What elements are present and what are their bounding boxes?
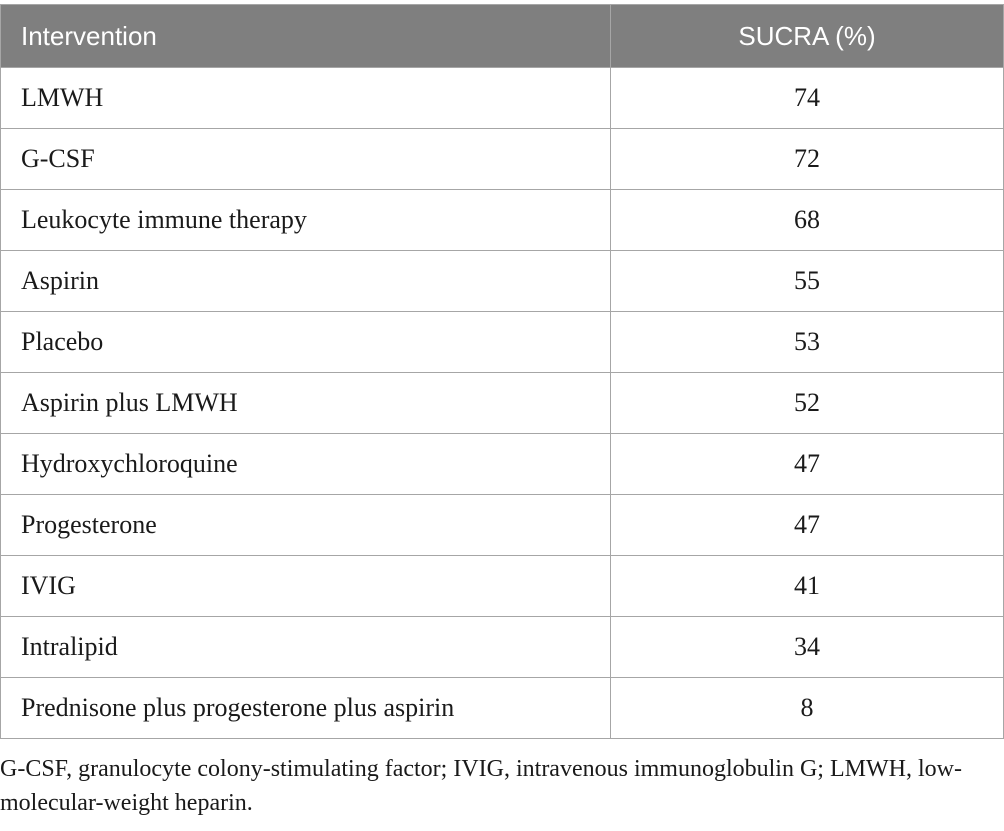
table-row <box>1 678 1004 739</box>
sucra-cell: 72 <box>611 129 1004 190</box>
table-row <box>1 434 1004 495</box>
sucra-cell: 55 <box>611 251 1004 312</box>
table-row <box>1 617 1004 678</box>
table-header <box>1 5 1004 68</box>
sucra-cell: 68 <box>611 190 1004 251</box>
table-row <box>1 556 1004 617</box>
intervention-cell: G-CSF <box>1 129 611 190</box>
intervention-cell: IVIG <box>1 556 611 617</box>
table-row <box>1 373 1004 434</box>
table-row <box>1 251 1004 312</box>
sucra-cell: 53 <box>611 312 1004 373</box>
table-footnote: G-CSF, granulocyte colony-stimulating factor; IVIG, intravenous immunoglobulin G; LMWH, low-molecular-weight heparin. <box>0 756 962 816</box>
table-row <box>1 129 1004 190</box>
table-row <box>1 190 1004 251</box>
table-row <box>1 68 1004 129</box>
sucra-cell: 47 <box>611 434 1004 495</box>
sucra-cell: 47 <box>611 495 1004 556</box>
sucra-cell: 74 <box>611 68 1004 129</box>
header-intervention: Intervention <box>1 5 611 68</box>
sucra-table <box>0 4 1004 739</box>
intervention-cell: Progesterone <box>1 495 611 556</box>
intervention-cell: LMWH <box>1 68 611 129</box>
intervention-cell: Aspirin <box>1 251 611 312</box>
sucra-cell: 52 <box>611 373 1004 434</box>
header-sucra: SUCRA (%) <box>611 5 1004 68</box>
intervention-cell: Placebo <box>1 312 611 373</box>
table-row <box>1 312 1004 373</box>
intervention-cell: Prednisone plus progesterone plus aspirin <box>1 678 611 739</box>
header-row <box>1 5 1004 68</box>
table-row <box>1 495 1004 556</box>
table-body <box>1 68 1004 739</box>
intervention-cell: Aspirin plus LMWH <box>1 373 611 434</box>
intervention-cell: Hydroxychloroquine <box>1 434 611 495</box>
sucra-cell: 34 <box>611 617 1004 678</box>
intervention-cell: Leukocyte immune therapy <box>1 190 611 251</box>
sucra-cell: 41 <box>611 556 1004 617</box>
intervention-cell: Intralipid <box>1 617 611 678</box>
sucra-cell: 8 <box>611 678 1004 739</box>
